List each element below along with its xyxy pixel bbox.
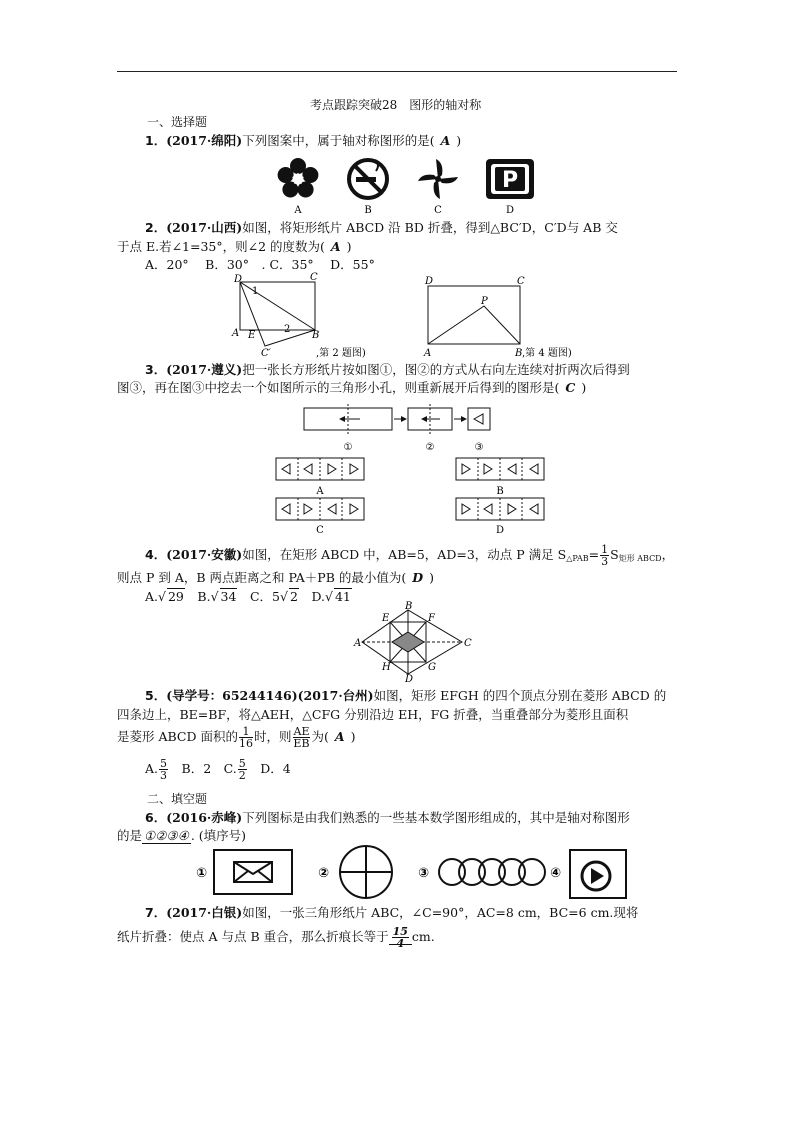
q1-option-b-figure bbox=[349, 160, 387, 198]
q5-label-c: C bbox=[464, 638, 472, 649]
q6-label-2: ② bbox=[318, 866, 330, 881]
q3-step-3: ③ bbox=[474, 442, 484, 453]
q1-option-d-label: D bbox=[505, 205, 515, 216]
q1-figures bbox=[270, 155, 560, 217]
q1-option-b-label: B bbox=[364, 205, 372, 216]
q5-label-g: G bbox=[428, 662, 436, 673]
q2-choices: A．20° B．30° . C．35° D．55° bbox=[145, 257, 375, 272]
svg-text:P: P bbox=[501, 168, 519, 193]
q4-caption: ,第 4 题图) bbox=[522, 348, 572, 359]
q3-step-1: ① bbox=[343, 442, 353, 453]
q3-answer: C bbox=[565, 380, 576, 395]
q5-choices: A. $\frac{5}{3}$ B．2 C. $\frac{5}{2}$ D．4 bbox=[145, 757, 291, 782]
q1-option-c-label: C bbox=[434, 205, 442, 216]
q4-label-p: P bbox=[481, 296, 488, 307]
q4-label-a: A bbox=[424, 348, 432, 359]
q3-option-b-label: B bbox=[496, 486, 504, 497]
q3-stem-line2: 图③，再在图③中挖去一个如图所示的三角形小孔，则重新展开后得到的图形是( C ) bbox=[117, 380, 587, 395]
q4-choices: A.√ 29 B.√ 34 C．5√ 2 D.√ 41 bbox=[145, 589, 351, 604]
q5-label-e: E bbox=[382, 613, 390, 624]
q6-icon-4-play bbox=[570, 850, 626, 898]
q6-answer: ①②③④ bbox=[144, 828, 189, 843]
q2-label-c: C bbox=[310, 272, 318, 283]
q3-option-c-figure bbox=[276, 498, 364, 520]
q2-label-d: D bbox=[234, 274, 243, 285]
q2-stem-line1: 2．(2017·山西)如图，将矩形纸片 ABCD 沿 BD 折叠，得到△BC′D，C′D与 AB 交 bbox=[145, 220, 618, 235]
q2-angle-1: 1 bbox=[252, 286, 259, 297]
q6-label-3: ③ bbox=[418, 866, 430, 881]
q4-stem-line1: 4．(2017·安徽)如图，在矩形 ABCD 中，AB=5，AD=3，动点 P 满足 $S_{\triangle PAB}=$ $\frac{1}{3}$ $S_{矩形 ABCD}$， bbox=[145, 543, 675, 568]
q1-option-d-figure bbox=[486, 159, 534, 199]
q4-label-d: D bbox=[425, 276, 434, 287]
q6-figures bbox=[196, 846, 632, 902]
q2-stem-line2: 于点 E.若∠1=35°，则∠2 的度数为( A ) bbox=[117, 239, 352, 254]
q6-icon-3-rings bbox=[439, 859, 545, 885]
q6-label-4: ④ bbox=[550, 866, 562, 881]
q1-option-c-figure bbox=[418, 159, 458, 199]
q6-icon-1-envelope bbox=[214, 850, 292, 894]
page-title: 考点跟踪突破28 图形的轴对称 bbox=[310, 98, 482, 112]
q3-option-a-label: A bbox=[316, 486, 324, 497]
q7-stem-line2: 纸片折叠：使点 A 与点 B 重合，那么折痕长等于 $\frac{15}{4}$ cm. bbox=[117, 925, 435, 950]
q6-stem-line1: 6．(2016·赤峰)下列图标是由我们熟悉的一些基本数学图形组成的，其中是轴对称图形 bbox=[145, 810, 630, 825]
q5-label-b: B bbox=[405, 601, 413, 612]
header-rule bbox=[117, 71, 677, 72]
q5-label-f: F bbox=[428, 613, 435, 624]
q3-option-c-label: C bbox=[316, 525, 324, 536]
q1-option-a-label: A bbox=[294, 205, 302, 216]
q6-icon-2-circle-cross bbox=[340, 846, 392, 898]
q3-option-d-figure bbox=[456, 498, 544, 520]
q3-option-a-figure bbox=[276, 458, 364, 480]
q2-answer: A bbox=[330, 239, 341, 254]
q3-option-d-label: D bbox=[495, 525, 505, 536]
q5-stem-line2: 四条边上，BE=BF，将△AEH，△CFG 分别沿边 EH，FG 折叠，当重叠部分为菱形且面积 bbox=[117, 707, 629, 722]
q6-label-1: ① bbox=[196, 866, 208, 881]
section-fill: 二、填空题 bbox=[147, 792, 208, 806]
q1-answer: A bbox=[440, 133, 451, 148]
q4-label-b: B bbox=[515, 348, 523, 359]
q2-label-c-prime: C′ bbox=[261, 348, 271, 359]
q5-stem-line1: 5．(导学号：65244146)(2017·台州)如图，矩形 EFGH 的四个顶点分别在菱形 ABCD 的 bbox=[145, 688, 667, 703]
q2-figure bbox=[228, 272, 398, 362]
q7-answer: $\frac{15}{4}$ bbox=[389, 929, 412, 945]
q2-caption: ,第 2 题图) bbox=[316, 348, 366, 359]
q7-stem-line1: 7．(2017·白银)如图，一张三角形纸片 ABC，∠C=90°，AC=8 cm，BC=6 cm.现将 bbox=[145, 905, 639, 920]
q5-label-a: A bbox=[354, 638, 362, 649]
q1-option-a-figure bbox=[278, 158, 319, 198]
q5-figure bbox=[346, 601, 476, 685]
q4-figure bbox=[418, 272, 618, 362]
q2-label-e: E bbox=[248, 330, 256, 341]
q5-stem-line3: 是菱形 ABCD 面积的 $\frac{1}{16}$ 时，则 $\frac{AE}{EB}$ 为( A ) bbox=[117, 725, 356, 750]
q6-stem-line2: 的是 ①②③④ . (填序号) bbox=[117, 828, 247, 843]
q3-step-2: ② bbox=[425, 442, 435, 453]
section-choice: 一、选择题 bbox=[147, 115, 208, 129]
q3-figure bbox=[270, 402, 550, 534]
q5-answer: A bbox=[334, 729, 345, 744]
q2-angle-2: 2 bbox=[284, 324, 291, 335]
q5-label-d: D bbox=[405, 674, 414, 685]
q3-stem-line1: 3．(2017·遵义)把一张长方形纸片按如图①，图②的方式从右向左连续对折两次后得到 bbox=[145, 362, 630, 377]
q4-label-c: C bbox=[517, 276, 525, 287]
q3-option-b-figure bbox=[456, 458, 544, 480]
q1-stem: 1．(2017·绵阳)下列图案中，属于轴对称图形的是( A ) bbox=[145, 133, 462, 148]
q4-stem-line2: 则点 P 到 A，B 两点距离之和 PA＋PB 的最小值为( D ) bbox=[117, 570, 434, 585]
q5-label-h: H bbox=[382, 662, 391, 673]
q2-label-a: A bbox=[232, 328, 240, 339]
q4-answer: D bbox=[412, 570, 424, 585]
q2-label-b: B bbox=[312, 330, 320, 341]
